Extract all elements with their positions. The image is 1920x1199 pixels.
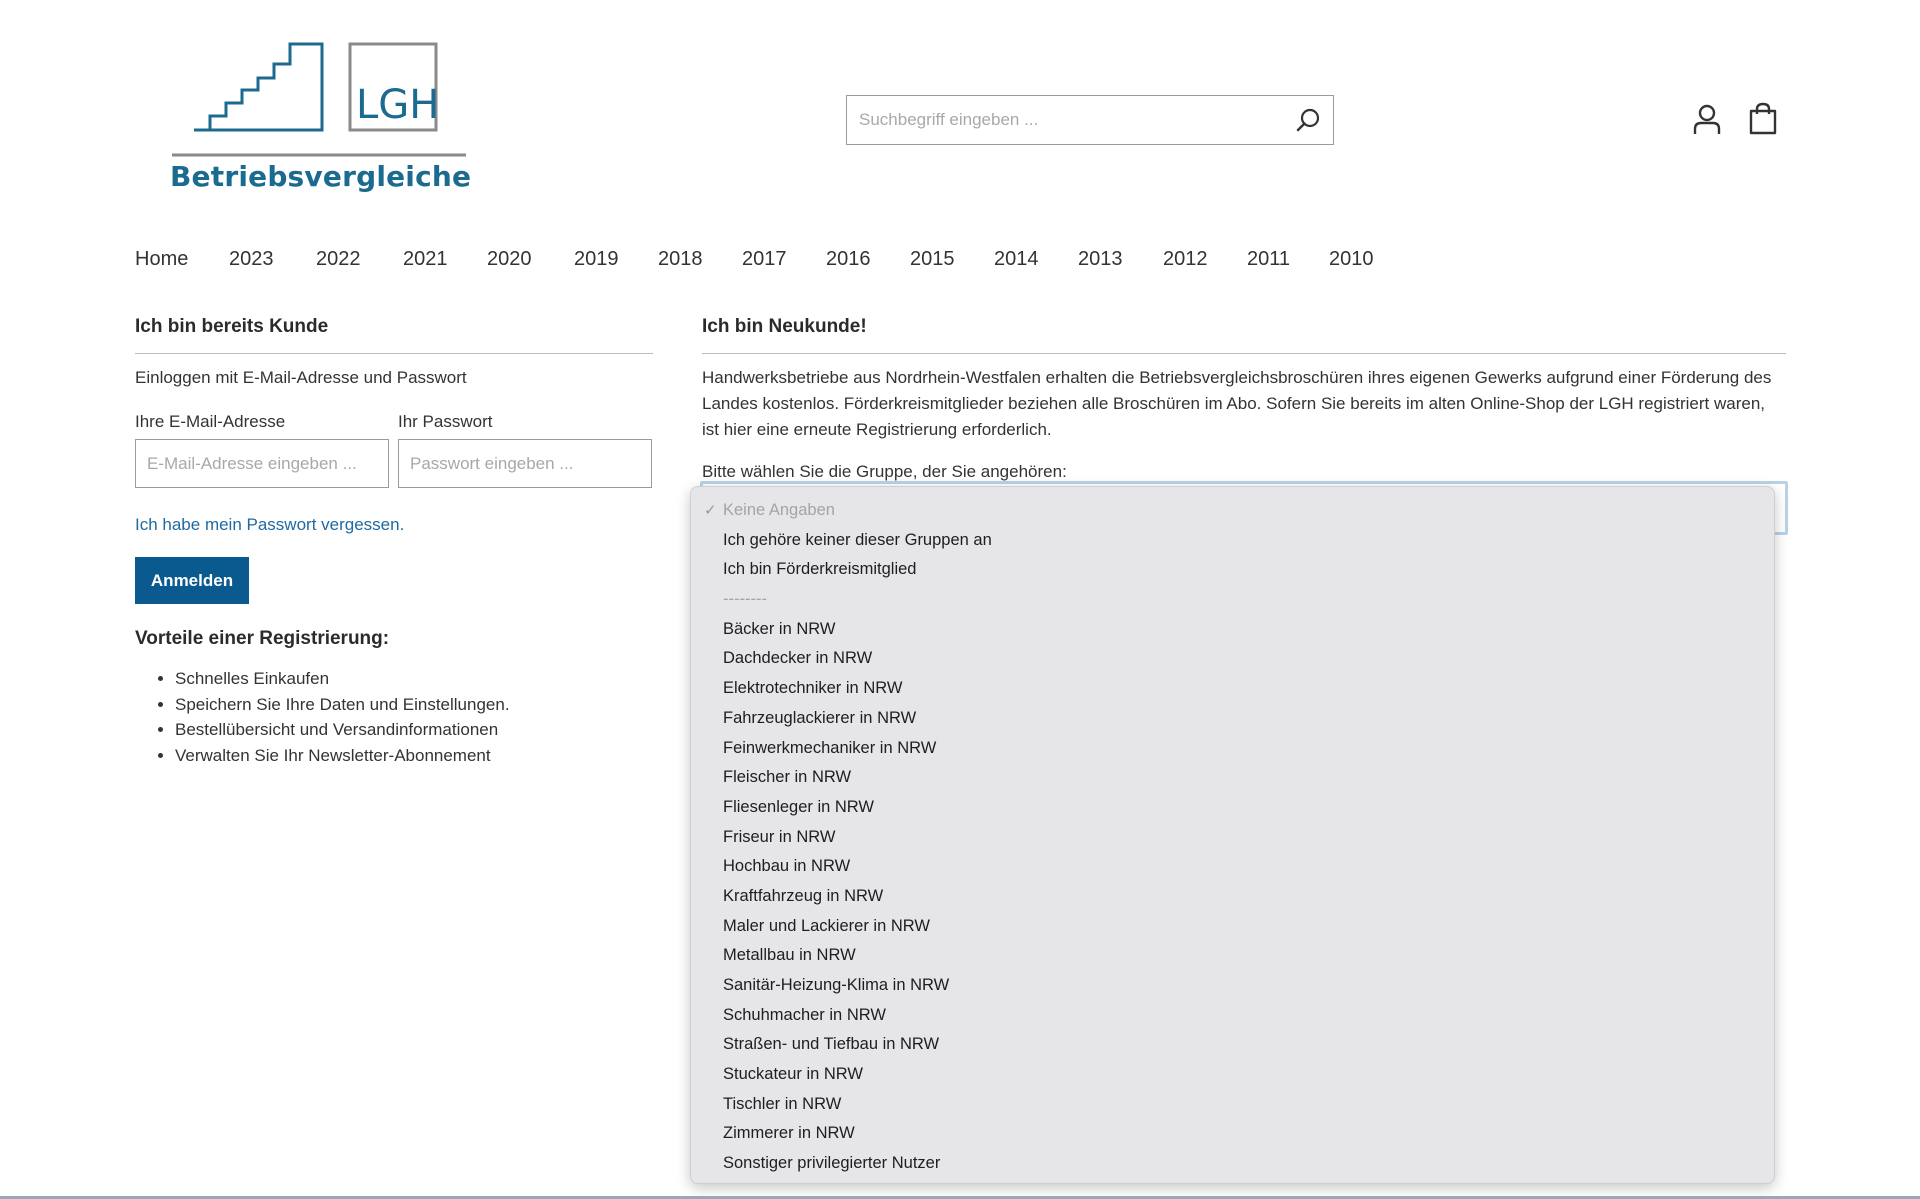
- dropdown-option[interactable]: Elektrotechniker in NRW: [723, 679, 903, 698]
- dropdown-option[interactable]: Fliesenleger in NRW: [723, 797, 874, 816]
- login-fields: [135, 412, 653, 488]
- dropdown-option[interactable]: Zimmerer in NRW: [723, 1124, 855, 1143]
- dropdown-option[interactable]: Stuckateur in NRW: [723, 1065, 863, 1084]
- logo-brand-text: Betriebsvergleiche: [170, 160, 472, 193]
- nav-item-2018[interactable]: 2018: [658, 248, 703, 270]
- register-intro: Handwerksbetriebe aus Nordrhein-Westfalen erhalten die Betriebsvergleichsbroschüren ihres eigenen Gewerks aufgrund einer Förderung des Landes kostenlos. Förderkreismitglieder beziehen alle Broschüren im Abo. Sofern Sie bereits im alten Online-Shop der LGH registriert waren, ist hier eine erneute Registrierung erforderlich.: [702, 368, 1772, 439]
- search-box: [846, 95, 1334, 145]
- forgot-password-link[interactable]: Ich habe mein Passwort vergessen.: [135, 515, 405, 534]
- register-section: [702, 316, 1786, 482]
- email-label: Ihre E-Mail-Adresse: [135, 412, 286, 431]
- dropdown-option[interactable]: Bäcker in NRW: [723, 619, 836, 638]
- nav-item-2020[interactable]: 2020: [487, 248, 532, 270]
- dropdown-option[interactable]: Feinwerkmechaniker in NRW: [723, 738, 937, 757]
- password-field[interactable]: [398, 439, 652, 488]
- dropdown-option[interactable]: Metallbau in NRW: [723, 946, 856, 965]
- nav-item-2016[interactable]: 2016: [826, 248, 871, 270]
- nav-item-2010[interactable]: 2010: [1329, 248, 1374, 270]
- dropdown-option[interactable]: Friseur in NRW: [723, 827, 836, 846]
- register-title: Ich bin Neukunde!: [702, 316, 867, 337]
- group-select-dropdown: [690, 486, 1775, 1184]
- list-item: • Verwalten Sie Ihr Newsletter-Abonnement: [175, 743, 653, 769]
- divider: [135, 353, 653, 354]
- dropdown-option[interactable]: Straßen- und Tiefbau in NRW: [723, 1035, 940, 1054]
- dropdown-option[interactable]: Ich bin Förderkreismitglied: [723, 560, 917, 579]
- shopping-bag-icon[interactable]: [1747, 102, 1779, 136]
- dropdown-option[interactable]: Fleischer in NRW: [723, 768, 852, 787]
- list-item: • Schnelles Einkaufen: [175, 666, 653, 692]
- dropdown-option[interactable]: Fahrzeuglackierer in NRW: [723, 708, 917, 727]
- nav-item-2014[interactable]: 2014: [994, 248, 1039, 270]
- logo-mark: [170, 38, 466, 160]
- dropdown-option[interactable]: Dachdecker in NRW: [723, 649, 873, 668]
- login-title: Ich bin bereits Kunde: [135, 316, 329, 337]
- option-label: Keine Angaben: [723, 501, 835, 519]
- benefits-title: Vorteile einer Registrierung:: [135, 628, 390, 649]
- login-section: [135, 316, 653, 768]
- nav-item-2019[interactable]: 2019: [574, 248, 619, 270]
- logo[interactable]: [170, 38, 472, 198]
- nav-item-home[interactable]: Home: [135, 248, 189, 270]
- nav-item-2023[interactable]: 2023: [229, 248, 274, 270]
- dropdown-option[interactable]: Kraftfahrzeug in NRW: [723, 886, 884, 905]
- search-button[interactable]: [1283, 96, 1333, 144]
- login-button[interactable]: Anmelden: [135, 557, 249, 604]
- dropdown-option[interactable]: Tischler in NRW: [723, 1094, 842, 1113]
- nav-item-2013[interactable]: 2013: [1078, 248, 1123, 270]
- dropdown-option[interactable]: Ich gehöre keiner dieser Gruppen an: [723, 530, 992, 549]
- list-item: • Bestellübersicht und Versandinformationen: [175, 717, 653, 743]
- nav-item-2015[interactable]: 2015: [910, 248, 955, 270]
- nav-item-2021[interactable]: 2021: [403, 248, 448, 270]
- dropdown-option[interactable]: Sanitär-Heizung-Klima in NRW: [723, 976, 950, 994]
- search-icon: [1295, 107, 1321, 133]
- email-field-group: [135, 412, 389, 488]
- dropdown-option[interactable]: Hochbau in NRW: [723, 857, 851, 876]
- logo-mark-text: LGH: [356, 82, 440, 128]
- dropdown-separator: --------: [723, 590, 767, 609]
- nav-item-2017[interactable]: 2017: [742, 248, 787, 270]
- password-field-group: [398, 412, 652, 488]
- list-item: • Speichern Sie Ihre Daten und Einstellungen.: [175, 692, 653, 718]
- user-icon[interactable]: [1692, 104, 1722, 136]
- checkmark-icon: ✓: [704, 502, 717, 519]
- dropdown-option-keine-angaben: [691, 496, 1774, 526]
- dropdown-option[interactable]: Maler und Lackierer in NRW: [723, 916, 930, 935]
- login-subtitle: Einloggen mit E-Mail-Adresse und Passwort: [135, 368, 467, 387]
- group-select-label: Bitte wählen Sie die Gruppe, der Sie angehören:: [702, 462, 1067, 481]
- dropdown-option[interactable]: Sonstiger privilegierter Nutzer: [723, 1154, 941, 1173]
- password-label: Ihr Passwort: [398, 412, 493, 431]
- search-input[interactable]: [847, 96, 1283, 144]
- main-nav: [135, 248, 1413, 271]
- email-field[interactable]: [135, 439, 389, 488]
- dropdown-option[interactable]: Schuhmacher in NRW: [723, 1005, 886, 1024]
- nav-item-2022[interactable]: 2022: [316, 248, 361, 270]
- nav-item-2012[interactable]: 2012: [1163, 248, 1208, 270]
- nav-item-2011[interactable]: 2011: [1247, 248, 1291, 270]
- divider: [702, 353, 1786, 354]
- benefits-list: [135, 666, 653, 768]
